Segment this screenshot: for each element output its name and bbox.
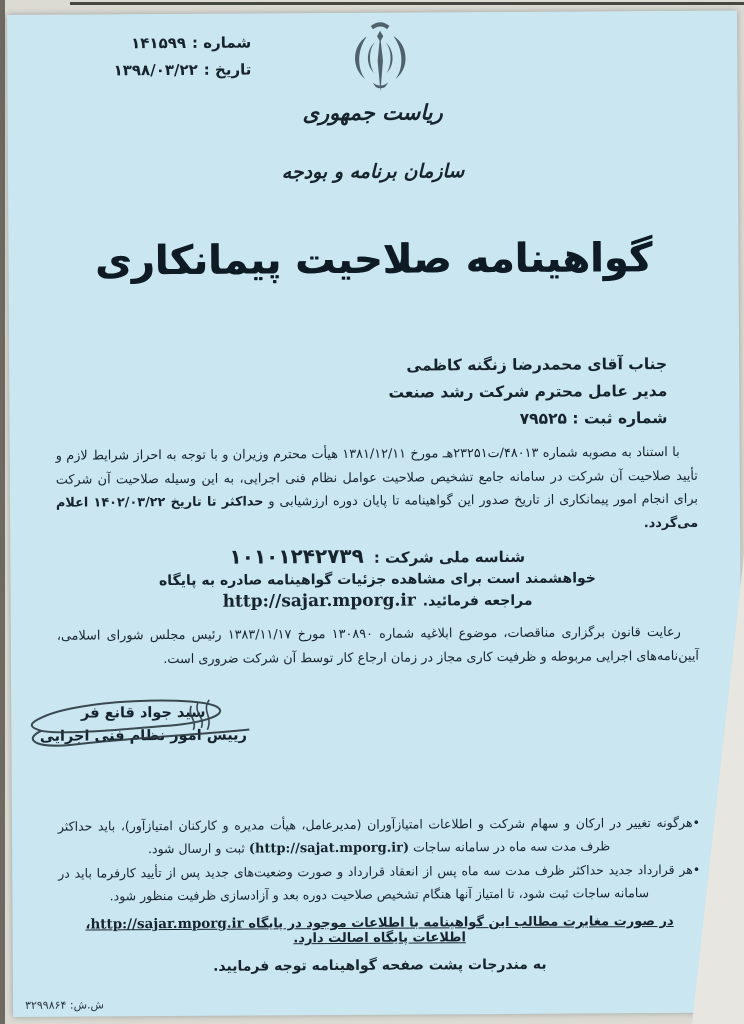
registration-row bbox=[389, 405, 668, 434]
registration-label: شماره ثبت : bbox=[572, 408, 668, 428]
letter-date-row bbox=[51, 57, 251, 85]
main-paragraph bbox=[56, 441, 699, 539]
certificate-body bbox=[56, 441, 699, 672]
tender-law-paragraph: رعایت قانون برگزاری مناقصات، موضوع ابلاغیه شماره ۱۳۰۸۹۰ مورخ ۱۳۸۳/۱۱/۱۷ رئیس مجلس شورای اسلامی، آیین‌نامه‌های اجرایی مربوطه و ظرفیت کاری مجاز در زمان ارجاع کار توسط آن شرکت ضروری است. bbox=[56, 624, 699, 667]
warning-text-b: ، اطلاعات پایگاه اصالت دارد. bbox=[85, 917, 466, 947]
note-bullet-2 bbox=[58, 858, 700, 908]
view-details-line: خواهشمند است برای مشاهده جزئیات گواهینامه صادره به پایگاه bbox=[158, 570, 596, 590]
letter-number-label: شماره : bbox=[191, 33, 252, 52]
footer-notes bbox=[58, 811, 701, 976]
scan-edge-left bbox=[0, 0, 5, 1024]
certificate-paper bbox=[7, 11, 743, 1017]
addressee-name: جناب آقای محمدرضا زنگنه کاظمی bbox=[406, 354, 668, 375]
note-1-text-a: هرگونه تغییر در ارکان و سهام شرکت و اطلاعات امتیازآوران (مدیرعامل، هیأت مدیره و کارکنان امتیازآور)، باید حداکثر ظرف مدت سه ماه در سامانه ساجات bbox=[57, 814, 693, 855]
org-name-presidency: ریاست جمهوری bbox=[302, 100, 443, 126]
sajar-url: http://sajar.mporg.ir bbox=[222, 590, 416, 612]
national-id-row bbox=[56, 542, 698, 570]
warning-text-a: در صورت مغایرت مطالب این گواهینامه با اطلاعات موجود در پایگاه bbox=[243, 913, 674, 932]
iran-emblem-icon bbox=[340, 16, 421, 102]
note-2-text: هر قرارداد جدید حداکثر ظرف مدت سه ماه پس از انعقاد قرارداد و صورت وضعیت‌های جدید پس از تأیید کارفرما باید در سامانه ساجات ثبت شود، تا امتیاز آنها هنگام تشخیص صلاحیت دوره بعد و آزادسازی ظرفیت منظور شود. bbox=[58, 861, 693, 904]
org-name-plan-budget: سازمان برنامه و بودجه bbox=[281, 160, 465, 184]
bullet-icon: • bbox=[692, 861, 701, 877]
registration-value: ۷۹۵۲۵ bbox=[519, 409, 568, 428]
note-bullet-1 bbox=[58, 811, 700, 862]
letter-number-value: ۱۴۱۵۹۹ bbox=[131, 33, 187, 53]
authenticity-warning bbox=[59, 913, 701, 948]
national-id-value: ۱۰۱۰۱۲۴۲۷۳۹ bbox=[229, 543, 364, 569]
handwritten-signature bbox=[13, 685, 263, 767]
validity-date-bold: حداکثر تا تاریخ ۱۴۰۲/۰۳/۲۲ اعلام می‌گردد. bbox=[55, 494, 699, 531]
bullet-icon: • bbox=[692, 814, 700, 830]
national-id-label: شناسه ملی شرکت : bbox=[373, 547, 526, 567]
back-page-note: به مندرجات پشت صفحه گواهینامه توجه فرمایید. bbox=[213, 956, 547, 975]
letter-number-row bbox=[51, 30, 251, 58]
certificate-title: گواهینامه صلاحیت پیمانکاری bbox=[94, 235, 653, 285]
scan-edge-top bbox=[70, 2, 744, 5]
visit-text: مراجعه فرمائید. bbox=[422, 592, 533, 610]
signatory-title: رییس امور نظام فنی اجرایی bbox=[39, 727, 247, 745]
letter-date-label: تاریخ : bbox=[203, 60, 252, 79]
letter-meta-block bbox=[51, 30, 251, 85]
sajar-url-warning: http://sajar.mporg.ir bbox=[90, 915, 244, 933]
letter-date-value: ۱۳۹۸/۰۳/۲۲ bbox=[113, 60, 198, 80]
signatory-name: سید جواد قانع فر bbox=[80, 704, 206, 722]
main-paragraph-text: با استناد به مصوبه شماره ۴۸۰۱۳/ت۲۳۲۵۱هـ مورخ ۱۳۸۱/۱۲/۱۱ هیأت محترم وزیران و با توجه به احراز شرایط لازم و تأیید صلاحیت آن شرکت در سامانه جامع تشخیص صلاحیت عوامل نظام فنی اجرایی، به این وسیله صلاحیت آن شرکت برای انجام امور پیمانکاری از تاریخ صدور این گواهینامه تا پایان دوره ارزشیابی و bbox=[55, 444, 699, 510]
print-serial-number: ش.ش: ۳۲۹۹۸۶۴ bbox=[25, 998, 105, 1012]
note-1-text-b: ثبت و ارسال شود. bbox=[147, 840, 249, 857]
addressee-block bbox=[388, 351, 667, 434]
addressee-role: مدیر عامل محترم شرکت رشد صنعت bbox=[388, 381, 668, 402]
sajar-url-line bbox=[57, 589, 699, 613]
sajat-url: (http://sajat.mporg.ir) bbox=[248, 840, 410, 857]
